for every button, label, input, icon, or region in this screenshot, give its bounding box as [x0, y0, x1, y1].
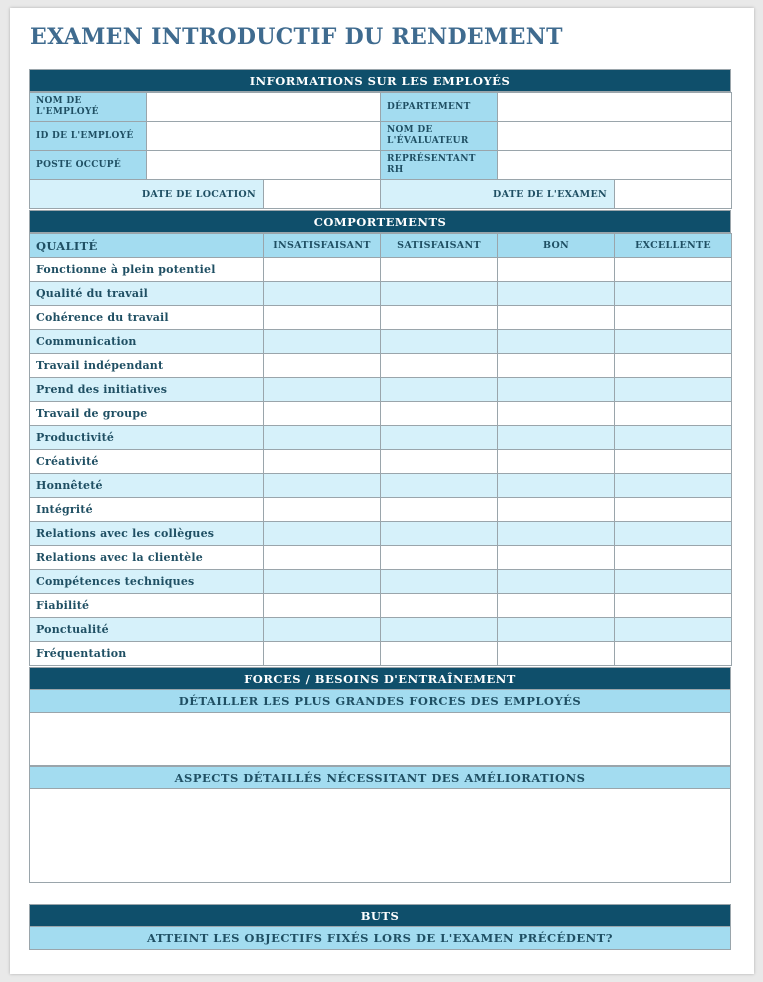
rating-cell-unsatisfactory[interactable]	[264, 282, 381, 306]
behavior-label: Fréquentation	[30, 642, 264, 666]
rating-cell-excellent[interactable]	[615, 330, 732, 354]
rating-cell-good[interactable]	[498, 282, 615, 306]
rating-cell-good[interactable]	[498, 570, 615, 594]
rating-cell-good[interactable]	[498, 522, 615, 546]
employee-id-field[interactable]	[147, 122, 381, 151]
behaviors-header: COMPORTEMENTS	[29, 210, 731, 233]
rating-cell-unsatisfactory[interactable]	[264, 402, 381, 426]
department-label: DÉPARTEMENT	[381, 93, 498, 122]
department-field[interactable]	[498, 93, 732, 122]
position-field[interactable]	[147, 151, 381, 180]
behavior-label: Qualité du travail	[30, 282, 264, 306]
behavior-row	[30, 450, 732, 474]
rating-cell-excellent[interactable]	[615, 402, 732, 426]
employee-info-section	[29, 69, 731, 209]
behavior-label: Honnêteté	[30, 474, 264, 498]
behavior-row	[30, 570, 732, 594]
behavior-row	[30, 474, 732, 498]
rating-cell-good[interactable]	[498, 258, 615, 282]
rating-cell-excellent[interactable]	[615, 378, 732, 402]
rating-cell-excellent[interactable]	[615, 474, 732, 498]
rating-cell-satisfactory[interactable]	[381, 570, 498, 594]
rating-cell-satisfactory[interactable]	[381, 282, 498, 306]
behavior-row	[30, 642, 732, 666]
rating-cell-excellent[interactable]	[615, 594, 732, 618]
rating-cell-satisfactory[interactable]	[381, 306, 498, 330]
behavior-label: Créativité	[30, 450, 264, 474]
rating-cell-satisfactory[interactable]	[381, 546, 498, 570]
behavior-label: Prend des initiatives	[30, 378, 264, 402]
behavior-row	[30, 594, 732, 618]
rating-cell-unsatisfactory[interactable]	[264, 522, 381, 546]
rating-cell-good[interactable]	[498, 306, 615, 330]
form-page	[10, 8, 754, 974]
hr-representative-field[interactable]	[498, 151, 732, 180]
rating-cell-satisfactory[interactable]	[381, 642, 498, 666]
rating-cell-satisfactory[interactable]	[381, 378, 498, 402]
rating-cell-excellent[interactable]	[615, 450, 732, 474]
hire-date-label: DATE DE LOCATION	[30, 180, 264, 209]
rating-cell-unsatisfactory[interactable]	[264, 330, 381, 354]
behavior-label: Fiabilité	[30, 594, 264, 618]
review-date-label: DATE DE L'EXAMEN	[381, 180, 615, 209]
rating-cell-good[interactable]	[498, 426, 615, 450]
behavior-label: Compétences techniques	[30, 570, 264, 594]
evaluator-name-field[interactable]	[498, 122, 732, 151]
improvements-label: ASPECTS DÉTAILLÉS NÉCESSITANT DES AMÉLIORATIONS	[29, 766, 731, 789]
employee-info-table	[29, 92, 732, 209]
behavior-row	[30, 330, 732, 354]
rating-cell-excellent[interactable]	[615, 426, 732, 450]
rating-cell-good[interactable]	[498, 330, 615, 354]
employee-name-label-line1: NOM DE	[36, 96, 82, 106]
behavior-row	[30, 522, 732, 546]
employee-info-header: INFORMATIONS SUR LES EMPLOYÉS	[29, 69, 731, 92]
rating-cell-unsatisfactory[interactable]	[264, 594, 381, 618]
rating-cell-excellent[interactable]	[615, 282, 732, 306]
behavior-label: Relations avec la clientèle	[30, 546, 264, 570]
rating-cell-good[interactable]	[498, 450, 615, 474]
strengths-header: FORCES / BESOINS D'ENTRAÎNEMENT	[29, 667, 731, 690]
employee-id-label: ID DE L'EMPLOYÉ	[30, 122, 147, 151]
behavior-label: Fonctionne à plein potentiel	[30, 258, 264, 282]
rating-cell-unsatisfactory[interactable]	[264, 474, 381, 498]
rating-cell-good[interactable]	[498, 498, 615, 522]
rating-cell-good[interactable]	[498, 618, 615, 642]
rating-cell-satisfactory[interactable]	[381, 522, 498, 546]
rating-cell-unsatisfactory[interactable]	[264, 426, 381, 450]
rating-cell-unsatisfactory[interactable]	[264, 618, 381, 642]
rating-cell-good[interactable]	[498, 594, 615, 618]
rating-cell-unsatisfactory[interactable]	[264, 378, 381, 402]
rating-cell-excellent[interactable]	[615, 642, 732, 666]
rating-cell-good[interactable]	[498, 402, 615, 426]
rating-cell-excellent[interactable]	[615, 546, 732, 570]
rating-cell-satisfactory[interactable]	[381, 402, 498, 426]
behavior-label: Ponctualité	[30, 618, 264, 642]
column-header-excellent: EXCELLENTE	[615, 234, 732, 258]
rating-cell-unsatisfactory[interactable]	[264, 306, 381, 330]
rating-cell-good[interactable]	[498, 378, 615, 402]
behavior-row	[30, 426, 732, 450]
column-header-quality: QUALITÉ	[30, 234, 264, 258]
behavior-row	[30, 378, 732, 402]
behavior-row	[30, 354, 732, 378]
behavior-label: Cohérence du travail	[30, 306, 264, 330]
rating-cell-satisfactory[interactable]	[381, 330, 498, 354]
rating-cell-unsatisfactory[interactable]	[264, 450, 381, 474]
behavior-label: Communication	[30, 330, 264, 354]
rating-cell-excellent[interactable]	[615, 258, 732, 282]
column-header-satisfactory: SATISFAISANT	[381, 234, 498, 258]
rating-cell-satisfactory[interactable]	[381, 258, 498, 282]
behavior-label: Productivité	[30, 426, 264, 450]
behavior-row	[30, 282, 732, 306]
strengths-field[interactable]	[29, 713, 731, 766]
behaviors-section	[29, 210, 731, 666]
rating-cell-excellent[interactable]	[615, 570, 732, 594]
column-header-good: BON	[498, 234, 615, 258]
behavior-label: Travail de groupe	[30, 402, 264, 426]
rating-cell-satisfactory[interactable]	[381, 474, 498, 498]
rating-cell-unsatisfactory[interactable]	[264, 258, 381, 282]
rating-cell-good[interactable]	[498, 354, 615, 378]
rating-cell-good[interactable]	[498, 642, 615, 666]
behavior-row	[30, 498, 732, 522]
rating-cell-satisfactory[interactable]	[381, 498, 498, 522]
behavior-label: Relations avec les collègues	[30, 522, 264, 546]
rating-cell-excellent[interactable]	[615, 522, 732, 546]
behavior-row	[30, 546, 732, 570]
improvements-field[interactable]	[29, 789, 731, 883]
goals-question: ATTEINT LES OBJECTIFS FIXÉS LORS DE L'EXAMEN PRÉCÉDENT?	[29, 927, 731, 950]
behaviors-table	[29, 233, 732, 666]
rating-cell-unsatisfactory[interactable]	[264, 570, 381, 594]
rating-cell-excellent[interactable]	[615, 306, 732, 330]
behavior-row	[30, 306, 732, 330]
rating-cell-satisfactory[interactable]	[381, 426, 498, 450]
employee-name-field[interactable]	[147, 93, 381, 122]
review-date-field[interactable]	[615, 180, 732, 209]
position-label: POSTE OCCUPÉ	[30, 151, 147, 180]
rating-cell-unsatisfactory[interactable]	[264, 546, 381, 570]
behavior-row	[30, 402, 732, 426]
rating-cell-good[interactable]	[498, 546, 615, 570]
rating-cell-excellent[interactable]	[615, 354, 732, 378]
rating-cell-excellent[interactable]	[615, 498, 732, 522]
rating-cell-satisfactory[interactable]	[381, 618, 498, 642]
goals-section	[29, 904, 731, 950]
page-title: EXAMEN INTRODUCTIF DU RENDEMENT	[30, 24, 563, 50]
evaluator-name-label	[381, 122, 498, 151]
rating-cell-good[interactable]	[498, 474, 615, 498]
rating-cell-unsatisfactory[interactable]	[264, 642, 381, 666]
strengths-section	[29, 667, 731, 883]
behaviors-column-headers	[30, 234, 732, 258]
employee-name-label	[30, 93, 147, 122]
rating-cell-satisfactory[interactable]	[381, 450, 498, 474]
goals-header: BUTS	[29, 904, 731, 927]
evaluator-name-label-line2: L'ÉVALUATEUR	[387, 136, 469, 146]
rating-cell-unsatisfactory[interactable]	[264, 354, 381, 378]
rating-cell-unsatisfactory[interactable]	[264, 498, 381, 522]
rating-cell-satisfactory[interactable]	[381, 594, 498, 618]
evaluator-name-label-line1: NOM DE	[387, 125, 433, 135]
rating-cell-excellent[interactable]	[615, 618, 732, 642]
strengths-label: DÉTAILLER LES PLUS GRANDES FORCES DES EMPLOYÉS	[29, 690, 731, 713]
behavior-row	[30, 618, 732, 642]
hr-representative-label: REPRÉSENTANT RH	[381, 151, 498, 180]
behavior-label: Travail indépendant	[30, 354, 264, 378]
behavior-label: Intégrité	[30, 498, 264, 522]
employee-name-label-line2: L'EMPLOYÉ	[36, 107, 99, 117]
column-header-unsatisfactory: INSATISFAISANT	[264, 234, 381, 258]
rating-cell-satisfactory[interactable]	[381, 354, 498, 378]
behavior-row	[30, 258, 732, 282]
hire-date-field[interactable]	[264, 180, 381, 209]
